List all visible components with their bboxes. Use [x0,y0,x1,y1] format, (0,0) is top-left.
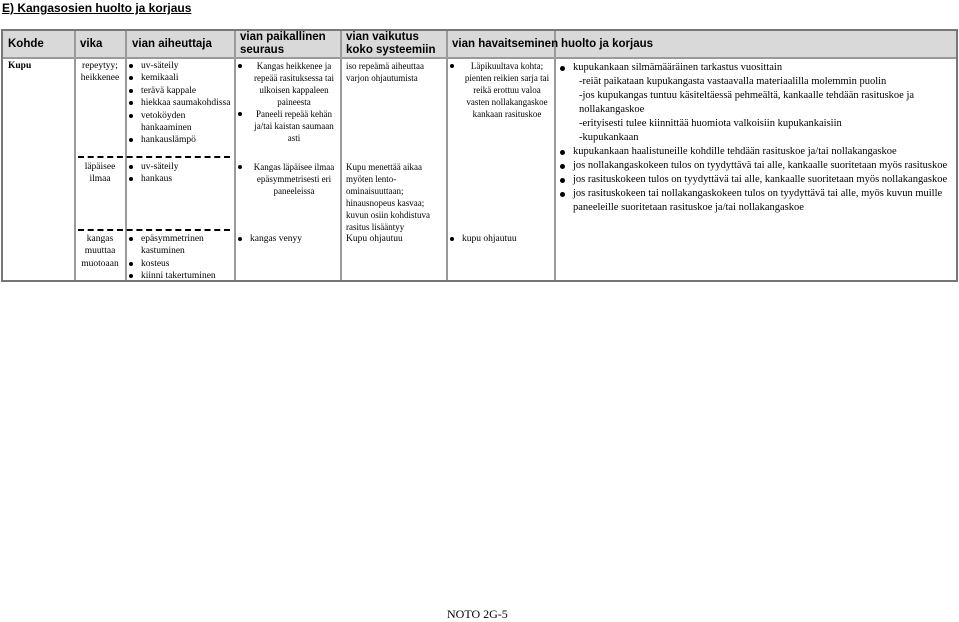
aiheuttaja-cell [127,233,233,283]
vaikutus-cell: Kupu ohjautuu [346,234,403,244]
list-item: uv-säteily [127,161,233,173]
huolto-cell [557,61,952,215]
list-item: kangas venyy [236,233,338,245]
list-item: -kupukankaan [579,132,639,143]
header-divider [3,57,956,59]
column-divider [554,31,556,280]
list-item: -erityisesti tulee kiinnittää huomiota valkoisiin kupukankaisiin [579,118,842,129]
header-vika: vika [80,38,103,50]
list-item: Paneeli repeää kehän ja/tai kaistan saumaan asti [236,108,338,144]
list-item: -jos kupukangas tuntuu käsiteltäessä pehmeältä, kankaalle tehdään rasituskoe ja nollakangaskoe [579,90,915,115]
list-item: kemikaali [127,72,233,84]
seuraus-cell [236,233,338,245]
aiheuttaja-cell [127,161,233,186]
vika-cell: läpäisee ilmaa [84,162,116,185]
list-item: kupukankaan silmämääräinen tarkastus vuosittain [557,61,952,75]
header-aiheuttaja: vian aiheuttaja [132,38,212,50]
row-separator [78,229,230,231]
seuraus-cell [236,161,338,197]
header-seuraus: vian paikallinen seuraus [240,31,326,56]
header-vaikutus: vian vaikutus koko systeemiin [346,31,436,56]
kohde-cell: Kupu [8,61,32,71]
havaitseminen-cell [448,60,552,120]
list-item: hankauslämpö [127,134,233,146]
page-title: E) Kangasosien huolto ja korjaus [2,1,192,15]
list-item: Kangas läpäisee ilmaa epäsymmetrisesti eri paneeleissa [236,161,338,197]
aiheuttaja-cell [127,60,233,147]
list-item: epäsymmetrinen kastuminen [127,233,233,258]
list-item: hiekkaa saumakohdissa [127,97,233,109]
list-item: -reiät paikataan kupukangasta vastaavalla materiaalilla molemmin puolin [579,76,887,87]
list-item: kosteus [127,258,233,270]
list-item: vetoköyden hankaaminen [127,110,233,135]
footer-text: NOTO 2G-5 [447,607,508,621]
havaitseminen-cell [448,233,552,245]
list-item: Läpikuultava kohta; pienten reikien sarja tai reikä erottuu valoa vasten nollakangaskoe kankaan rasituskoe [448,60,552,120]
vaikutus-cell: iso repeämä aiheuttaa varjon ohjautumista [346,61,424,83]
header-kohde: Kohde [8,38,44,50]
list-item: Kangas heikkenee ja repeää rasituksessa tai ulkoisen kappaleen paineesta [236,60,338,108]
list-item: uv-säteily [127,60,233,72]
vika-cell: repeytyy; heikkenee [80,61,120,84]
row-separator [78,156,230,158]
header-huolto: huolto ja korjaus [561,38,654,50]
list-item: kiinni takertuminen [127,270,233,282]
vika-cell: kangas muuttaa muotoaan [81,234,119,269]
list-item: hankaus [127,173,233,185]
header-havaitseminen: vian havaitseminen [452,38,559,50]
list-item: jos rasituskokeen tai nollakangaskokeen tulos on tyydyttävä tai alle, myös kuvun muille paneeleille suoritetaan rasituskoe ja/tai nollakangaskoe [557,187,952,215]
list-item: jos nollakangaskokeen tulos on tyydyttävä tai alle, kankaalle suoritetaan myös rasituskoe [557,159,952,173]
seuraus-cell [236,60,338,144]
list-item: jos rasituskokeen tulos on tyydyttävä tai alle, kankaalle suoritetaan myös nollakangaskoe [557,173,952,187]
vaikutus-cell: Kupu menettää aikaa myöten lento-ominaisuuttaan; hinausnopeus kasvaa; kuvun osiin kohdistuva rasitus lisääntyy [346,162,431,232]
list-item: kupu ohjautuu [448,233,552,245]
list-item: terävä kappale [127,85,233,97]
column-divider [340,31,342,280]
list-item: kupukankaan haalistuneille kohdille tehdään rasituskoe ja/tai nollakangaskoe [557,145,952,159]
